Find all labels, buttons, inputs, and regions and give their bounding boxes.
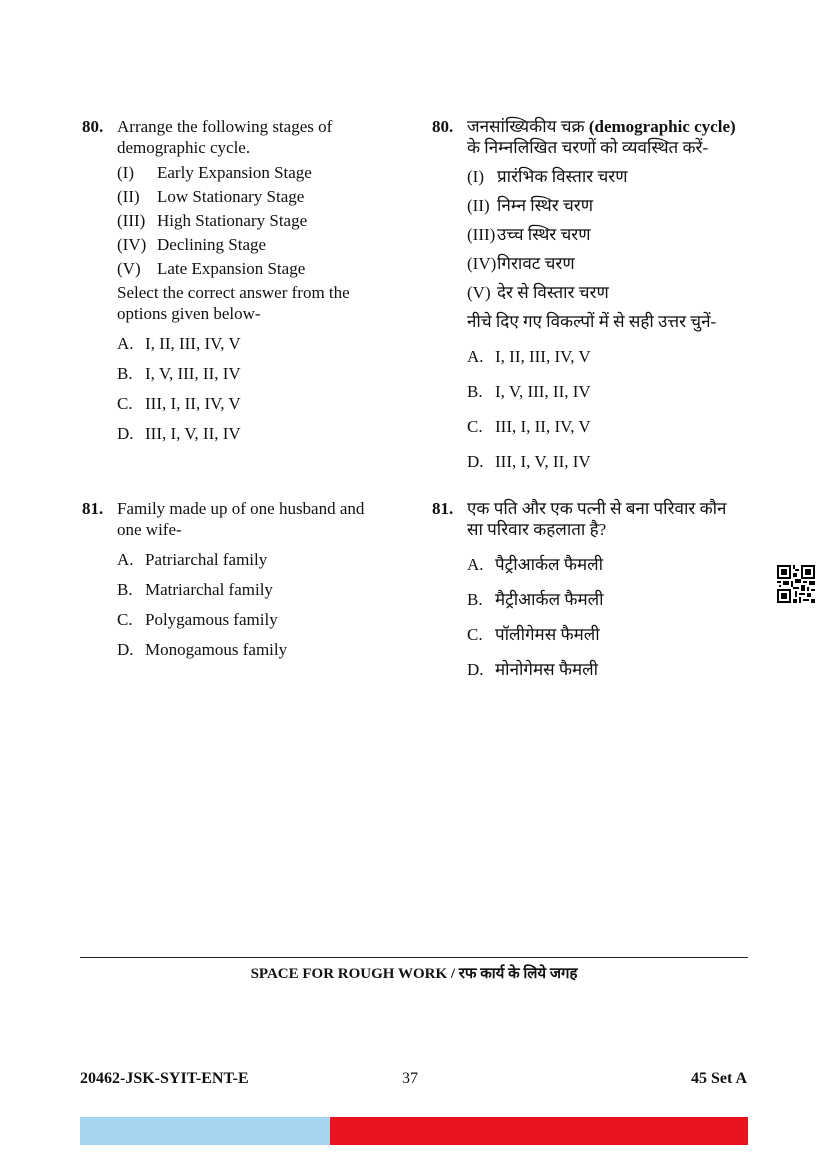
stage-text: Declining Stage [157,235,267,254]
question-statement: एक पति और एक पत्नी से बना परिवार कौन सा परिवार कहलाता है? [467,499,727,539]
option-text: मोनोगेमस फैमली [495,660,599,679]
stage-roman: (II) [117,187,140,206]
page-number: 37 [402,1070,418,1087]
option-text: III, I, V, II, IV [495,452,591,471]
stage-roman: (I) [467,167,484,186]
option-text: III, I, V, II, IV [145,424,241,443]
option-c [467,624,742,645]
option-text: Polygamous family [145,610,278,629]
stage-roman: (V) [467,283,491,302]
stage-text: उच्च स्थिर चरण [497,225,591,244]
stage-item [117,186,382,207]
option-text: Patriarchal family [145,550,268,569]
option-letter: D. [117,640,134,659]
question-81-english [82,498,392,669]
option-text: पैट्रीआर्कल फैमली [495,555,604,574]
stage-roman: (III) [117,211,146,230]
option-a [117,549,392,570]
stage-roman: (IV) [117,235,147,254]
stage-item [467,224,742,245]
option-letter: A. [117,550,134,569]
option-d [117,639,392,660]
question-number: 81. [432,499,454,518]
question-81-hindi [432,498,742,694]
option-letter: B. [467,590,483,609]
option-letter: D. [467,660,484,679]
option-letter: B. [117,580,133,599]
stage-item [117,258,382,279]
option-c [117,393,382,414]
question-number: 80. [432,117,454,136]
option-letter: C. [117,394,133,413]
option-d [467,659,742,680]
option-b [117,579,392,600]
statement-pre: जनसांख्यिकीय चक्र [467,117,589,136]
option-letter: A. [467,347,484,366]
option-b [467,589,742,610]
stage-item [467,253,742,274]
option-c [117,609,392,630]
question-instruction: नीचे दिए गए विकल्पों में से सही उत्तर चुनें- [467,312,717,331]
option-d [117,423,382,444]
option-text: मैट्रीआर्कल फैमली [495,590,604,609]
paper-code: 20462-JSK-SYIT-ENT-E [80,1070,249,1087]
stage-text: गिरावट चरण [497,254,575,273]
stage-item [467,282,742,303]
option-d [467,451,742,472]
option-b [467,381,742,402]
option-text: I, II, III, IV, V [495,347,591,366]
question-number: 81. [82,499,104,518]
option-text: Matriarchal family [145,580,273,599]
stage-item [117,234,382,255]
set-label: 45 Set A [691,1070,747,1087]
stage-roman: (II) [467,196,490,215]
stage-text: High Stationary Stage [157,211,308,230]
option-text: पॉलीगेमस फैमली [495,625,600,644]
question-80-hindi [432,116,742,486]
option-letter: C. [117,610,133,629]
stage-text: Early Expansion Stage [157,163,312,182]
option-letter: D. [117,424,134,443]
stage-roman: (I) [117,163,134,182]
option-letter: B. [117,364,133,383]
option-letter: A. [467,555,484,574]
question-number: 80. [82,117,104,136]
stage-text: Late Expansion Stage [157,259,306,278]
option-text: I, II, III, IV, V [145,334,241,353]
question-statement [467,116,742,158]
stage-text: Low Stationary Stage [157,187,305,206]
question-statement: Arrange the following stages of demographic cycle. [117,117,333,157]
option-letter: B. [467,382,483,401]
qr-code-icon [777,565,815,603]
option-text: I, V, III, II, IV [495,382,591,401]
rough-work-divider [80,957,748,958]
statement-bold: (demographic cycle) [588,117,736,136]
question-instruction: Select the correct answer from the options given below- [117,283,350,323]
footer-bar-red [330,1117,748,1145]
option-a [117,333,382,354]
question-80-english [82,116,382,453]
stage-text: निम्न स्थिर चरण [497,196,594,215]
option-text: Monogamous family [145,640,288,659]
option-a [467,346,742,367]
option-text: III, I, II, IV, V [495,417,591,436]
option-letter: A. [117,334,134,353]
statement-post: के निम्नलिखित चरणों को व्यवस्थित करें- [467,138,709,157]
stage-item [117,210,382,231]
stage-item [117,162,382,183]
option-text: III, I, II, IV, V [145,394,241,413]
option-letter: C. [467,625,483,644]
stage-text: प्रारंभिक विस्तार चरण [497,167,628,186]
option-a [467,554,742,575]
option-c [467,416,742,437]
option-b [117,363,382,384]
option-letter: C. [467,417,483,436]
stage-item [467,195,742,216]
option-letter: D. [467,452,484,471]
stage-text: देर से विस्तार चरण [497,283,609,302]
stage-roman: (IV) [467,254,497,273]
option-text: I, V, III, II, IV [145,364,241,383]
stage-roman: (III) [467,225,496,244]
rough-work-label: SPACE FOR ROUGH WORK / रफ कार्य के लिये जगह [250,966,578,982]
footer-bar-blue [80,1117,330,1145]
stage-item [467,166,742,187]
stage-roman: (V) [117,259,141,278]
question-statement: Family made up of one husband and one wife- [117,499,365,539]
